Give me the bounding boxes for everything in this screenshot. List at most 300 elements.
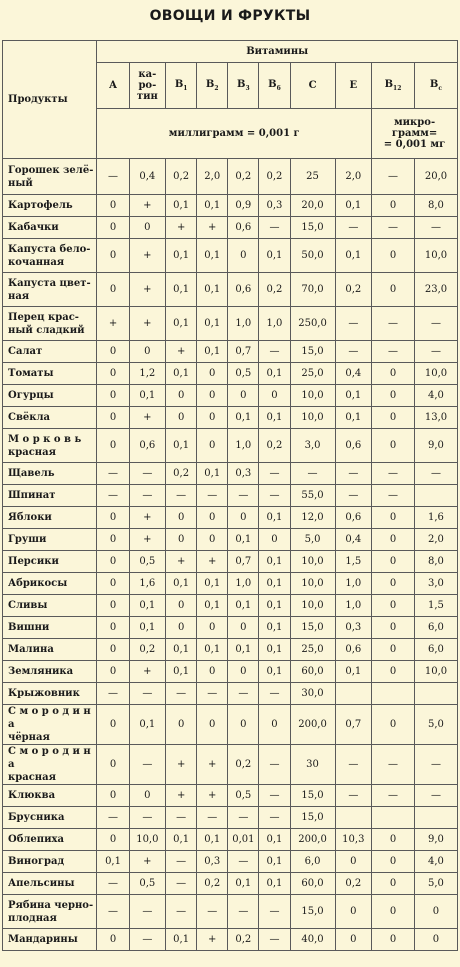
vitamin-value: 0 — [129, 785, 165, 807]
vitamin-value: 0,1 — [228, 529, 259, 551]
vitamin-value: + — [166, 785, 197, 807]
product-name: Персики — [3, 551, 97, 573]
vitamin-value: — — [129, 683, 165, 705]
column-header: $B_{12}$ — [372, 63, 415, 109]
vitamin-value: 10,0 — [129, 829, 165, 851]
vitamin-value: 0 — [228, 617, 259, 639]
vitamin-value: — — [335, 217, 371, 239]
vitamin-value: 0 — [97, 385, 129, 407]
vitamin-value: 1,0 — [228, 307, 259, 341]
vitamin-value: 0 — [372, 195, 415, 217]
vitamin-value: 6,0 — [290, 851, 335, 873]
table-row — [3, 239, 458, 273]
vitamin-value — [372, 683, 415, 705]
vitamin-value: 0 — [372, 851, 415, 873]
product-name: Шпинат — [3, 485, 97, 507]
vitamin-value: 0 — [166, 529, 197, 551]
table-row — [3, 617, 458, 639]
product-name: Облепиха — [3, 829, 97, 851]
vitamin-value: 1,0 — [259, 307, 290, 341]
vitamin-value: 0 — [228, 239, 259, 273]
vitamin-value: 0,2 — [259, 159, 290, 195]
vitamin-value: 0 — [372, 705, 415, 745]
vitamin-value: 6,0 — [414, 617, 457, 639]
table-row — [3, 785, 458, 807]
vitamin-value: 0,1 — [166, 429, 197, 463]
vitamin-value: 0 — [228, 507, 259, 529]
vitamin-value: 0,01 — [228, 829, 259, 851]
vitamin-value: 10,0 — [290, 551, 335, 573]
vitamin-value: 1,2 — [129, 363, 165, 385]
vitamin-value: 0,7 — [228, 551, 259, 573]
product-name: Груши — [3, 529, 97, 551]
vitamin-value: 0 — [97, 239, 129, 273]
vitamin-value: — — [259, 745, 290, 785]
vitamin-value: — — [259, 807, 290, 829]
vitamin-value: 0 — [129, 341, 165, 363]
vitamin-value: 0 — [97, 595, 129, 617]
vitamin-value: 0,6 — [335, 507, 371, 529]
vitamin-value: 1,0 — [228, 573, 259, 595]
vitamin-value: 0 — [228, 705, 259, 745]
vitamin-value: 0,1 — [166, 929, 197, 951]
product-name: Томаты — [3, 363, 97, 385]
product-name: Абрикосы — [3, 573, 97, 595]
vitamin-value: 3,0 — [414, 573, 457, 595]
vitamin-value: 0,1 — [197, 595, 228, 617]
vitamin-value: 0 — [97, 705, 129, 745]
vitamin-value: — — [129, 895, 165, 929]
vitamin-value: — — [259, 463, 290, 485]
vitamin-value: 0,1 — [259, 595, 290, 617]
vitamin-value: — — [129, 929, 165, 951]
vitamin-value: 1,0 — [228, 429, 259, 463]
table-row — [3, 195, 458, 217]
table-row — [3, 829, 458, 851]
vitamin-value: + — [129, 273, 165, 307]
vitamin-value: 0,1 — [259, 873, 290, 895]
vitamin-value: 0 — [97, 273, 129, 307]
vitamin-value: — — [129, 745, 165, 785]
vitamin-value: 15,0 — [290, 895, 335, 929]
vitamin-value: 0,6 — [129, 429, 165, 463]
vitamin-value: + — [129, 407, 165, 429]
vitamin-value: — — [197, 683, 228, 705]
vitamin-value: — — [259, 341, 290, 363]
vitamin-value: 0,1 — [335, 385, 371, 407]
vitamin-value: 0 — [97, 617, 129, 639]
vitamin-value: 0,4 — [129, 159, 165, 195]
vitamin-value: 0 — [97, 529, 129, 551]
vitamin-value: 0,9 — [228, 195, 259, 217]
vitamin-value: — — [166, 895, 197, 929]
vitamin-value: 0,5 — [228, 785, 259, 807]
vitamin-value — [414, 485, 457, 507]
vitamin-value: — — [290, 463, 335, 485]
vitamin-value: 10,0 — [414, 661, 457, 683]
vitamin-value: 0 — [97, 341, 129, 363]
vitamin-value: — — [259, 217, 290, 239]
vitamin-value: 10,0 — [290, 385, 335, 407]
vitamin-value: 8,0 — [414, 551, 457, 573]
vitamin-value: 0,6 — [335, 429, 371, 463]
vitamin-value: 1,5 — [414, 595, 457, 617]
vitamin-value: + — [129, 507, 165, 529]
vitamin-value: 0,1 — [259, 661, 290, 683]
vitamin-value: — — [97, 895, 129, 929]
vitamin-value: 30 — [290, 745, 335, 785]
product-name: Брусника — [3, 807, 97, 829]
vitamin-value: 0,1 — [259, 617, 290, 639]
product-name: Виноград — [3, 851, 97, 873]
vitamin-value: 0 — [97, 195, 129, 217]
table-row — [3, 363, 458, 385]
vitamin-value: 0,1 — [129, 385, 165, 407]
vitamin-value: 0 — [372, 929, 415, 951]
vitamin-value: 0,1 — [166, 363, 197, 385]
column-header: A — [97, 63, 129, 109]
vitamin-value: 0,2 — [166, 159, 197, 195]
vitamin-value: 0 — [129, 217, 165, 239]
vitamin-value: 250,0 — [290, 307, 335, 341]
table-row — [3, 851, 458, 873]
table-row — [3, 485, 458, 507]
vitamin-value: 0,2 — [259, 429, 290, 463]
vitamin-value: — — [372, 745, 415, 785]
vitamin-value: 0,3 — [228, 463, 259, 485]
product-name: Перец крас- ный сладкий — [3, 307, 97, 341]
vitamin-value — [414, 683, 457, 705]
vitamin-value: — — [414, 217, 457, 239]
product-name: Свёкла — [3, 407, 97, 429]
vitamin-value: 0,1 — [166, 661, 197, 683]
vitamin-value: 0,2 — [335, 873, 371, 895]
column-header: ка- ро- тин — [129, 63, 165, 109]
product-name: Вишни — [3, 617, 97, 639]
vitamin-value: — — [372, 307, 415, 341]
vitamin-value: 0 — [372, 507, 415, 529]
table-row — [3, 639, 458, 661]
vitamin-value: + — [129, 661, 165, 683]
vitamin-value: 0,2 — [259, 273, 290, 307]
vitamin-value: 55,0 — [290, 485, 335, 507]
product-name: Салат — [3, 341, 97, 363]
vitamin-value: — — [372, 485, 415, 507]
vitamin-value: + — [197, 745, 228, 785]
vitamin-value: + — [129, 851, 165, 873]
vitamin-value: 4,0 — [414, 851, 457, 873]
vitamin-value: 0 — [97, 639, 129, 661]
vitamin-value: 0 — [97, 217, 129, 239]
vitamin-value: 40,0 — [290, 929, 335, 951]
vitamin-value: 0 — [166, 507, 197, 529]
table-row — [3, 705, 458, 745]
vitamin-value: 25 — [290, 159, 335, 195]
vitamin-value: 1,6 — [129, 573, 165, 595]
vitamin-value: 0 — [414, 895, 457, 929]
products-header: Продукты — [3, 41, 97, 159]
vitamin-value: 0 — [97, 745, 129, 785]
vitamin-value: — — [197, 807, 228, 829]
table-row — [3, 273, 458, 307]
table-row — [3, 551, 458, 573]
vitamin-value: 0,1 — [166, 573, 197, 595]
vitamin-value: 0,5 — [228, 363, 259, 385]
vitamin-value: 0,2 — [228, 745, 259, 785]
vitamin-value: 200,0 — [290, 829, 335, 851]
vitamin-value: + — [197, 551, 228, 573]
vitamin-value: + — [166, 341, 197, 363]
vitamin-value: 0,1 — [129, 617, 165, 639]
vitamin-value: 60,0 — [290, 873, 335, 895]
vitamin-table — [2, 40, 458, 951]
vitamin-value: + — [166, 217, 197, 239]
vitamin-value: 10,0 — [414, 239, 457, 273]
vitamin-value: 12,0 — [290, 507, 335, 529]
vitamin-value: 70,0 — [290, 273, 335, 307]
vitamin-value: 0,1 — [197, 829, 228, 851]
vitamin-value: 15,0 — [290, 217, 335, 239]
vitamin-value: 13,0 — [414, 407, 457, 429]
vitamin-value: 0 — [372, 661, 415, 683]
vitamin-value: 0 — [166, 705, 197, 745]
vitamin-value: 0 — [335, 929, 371, 951]
table-row — [3, 573, 458, 595]
product-name: С м о р о д и н а чёрная — [3, 705, 97, 745]
vitamin-value: 0,1 — [197, 273, 228, 307]
product-name: С м о р о д и н а красная — [3, 745, 97, 785]
vitamin-value: 6,0 — [414, 639, 457, 661]
table-row — [3, 385, 458, 407]
vitamin-value: 0,5 — [129, 873, 165, 895]
product-name: Сливы — [3, 595, 97, 617]
vitamin-value: — — [372, 463, 415, 485]
vitamin-value: 0 — [97, 829, 129, 851]
vitamin-value: 0,1 — [259, 363, 290, 385]
product-name: Рябина черно- плодная — [3, 895, 97, 929]
vitamin-value: + — [197, 217, 228, 239]
table-row — [3, 929, 458, 951]
vitamin-value: 0,1 — [97, 851, 129, 873]
product-name: Крыжовник — [3, 683, 97, 705]
vitamin-value: + — [129, 529, 165, 551]
table-row — [3, 307, 458, 341]
vitamin-value: 0,2 — [228, 929, 259, 951]
vitamin-value: 10,0 — [290, 407, 335, 429]
vitamin-value: 0,1 — [259, 573, 290, 595]
vitamin-value: 0,6 — [335, 639, 371, 661]
vitamin-value: — — [259, 929, 290, 951]
vitamin-value: 0 — [197, 363, 228, 385]
vitamin-value: 0 — [166, 617, 197, 639]
vitamin-value: — — [414, 785, 457, 807]
table-row — [3, 661, 458, 683]
column-header: $B_6$ — [259, 63, 290, 109]
vitamin-value: — — [335, 745, 371, 785]
vitamin-value: — — [97, 683, 129, 705]
vitamin-value: 0 — [197, 507, 228, 529]
product-name: М о р к о в ь красная — [3, 429, 97, 463]
vitamin-value: 0 — [372, 873, 415, 895]
vitamin-value: + — [197, 785, 228, 807]
vitamin-value: — — [97, 463, 129, 485]
vitamin-value: — — [228, 683, 259, 705]
vitamin-value: 0 — [97, 661, 129, 683]
vitamin-value — [414, 807, 457, 829]
column-header: $B_3$ — [228, 63, 259, 109]
vitamin-value: — — [259, 485, 290, 507]
vitamin-value: 0,1 — [197, 573, 228, 595]
vitamin-value: — — [414, 341, 457, 363]
vitamin-value: 2,0 — [197, 159, 228, 195]
vitamin-value: + — [129, 307, 165, 341]
vitamin-value: 0,4 — [335, 529, 371, 551]
vitamin-value: 0,1 — [335, 239, 371, 273]
vitamin-value: 0,1 — [197, 463, 228, 485]
vitamin-value: — — [335, 485, 371, 507]
vitamin-value: 0,1 — [197, 639, 228, 661]
vitamin-value: 0 — [97, 551, 129, 573]
vitamin-value: — — [372, 785, 415, 807]
vitamin-value: — — [166, 485, 197, 507]
vitamin-value: — — [414, 745, 457, 785]
vitamin-value: — — [335, 463, 371, 485]
vitamin-value — [335, 807, 371, 829]
product-name: Малина — [3, 639, 97, 661]
vitamin-value: 0,6 — [228, 273, 259, 307]
vitamin-value: 0 — [97, 507, 129, 529]
vitamin-value: 0 — [372, 573, 415, 595]
vitamin-value: 0 — [197, 407, 228, 429]
vitamin-value: 0,1 — [259, 507, 290, 529]
vitamin-value: 10,0 — [290, 595, 335, 617]
vitamin-value: — — [228, 485, 259, 507]
vitamin-value: 0 — [228, 385, 259, 407]
product-name: Апельсины — [3, 873, 97, 895]
vitamin-value: 0,1 — [166, 195, 197, 217]
vitamin-value: 2,0 — [335, 159, 371, 195]
vitamin-value: 0,1 — [259, 851, 290, 873]
table-row — [3, 683, 458, 705]
vitamin-value: 20,0 — [290, 195, 335, 217]
vitamin-value: 0,2 — [197, 873, 228, 895]
vitamin-value: — — [166, 873, 197, 895]
table-row — [3, 217, 458, 239]
vitamin-value: 0,1 — [259, 239, 290, 273]
vitamin-value: 0 — [372, 363, 415, 385]
vitamin-value: 4,0 — [414, 385, 457, 407]
vitamin-value: — — [372, 217, 415, 239]
vitamin-value: 0,1 — [197, 341, 228, 363]
vitamin-value: — — [335, 341, 371, 363]
vitamin-value: 1,0 — [335, 595, 371, 617]
vitamin-value: 0 — [97, 785, 129, 807]
vitamin-value: 0,1 — [228, 873, 259, 895]
vitamin-value: — — [259, 683, 290, 705]
column-header: C — [290, 63, 335, 109]
vitamin-value: 0,3 — [197, 851, 228, 873]
vitamin-value: — — [97, 159, 129, 195]
vitamin-value: 5,0 — [414, 705, 457, 745]
table-row — [3, 529, 458, 551]
table-row — [3, 507, 458, 529]
vitamin-value: 0 — [259, 529, 290, 551]
vitamin-value: 0,1 — [197, 239, 228, 273]
product-name: Земляника — [3, 661, 97, 683]
vitamin-value: — — [197, 485, 228, 507]
vitamin-value: 0,3 — [259, 195, 290, 217]
product-name: Кабачки — [3, 217, 97, 239]
vitamin-value: 0 — [372, 829, 415, 851]
vitamin-value: 0 — [197, 529, 228, 551]
vitamin-value: 0 — [228, 661, 259, 683]
vitamin-value: — — [259, 895, 290, 929]
vitamin-value: 0 — [97, 929, 129, 951]
vitamin-value: 0 — [372, 429, 415, 463]
vitamin-value: 0,1 — [197, 307, 228, 341]
vitamin-value: 0,2 — [129, 639, 165, 661]
table-row — [3, 341, 458, 363]
vitamin-value: 0 — [97, 573, 129, 595]
product-name: Мандарины — [3, 929, 97, 951]
vitamin-value — [372, 807, 415, 829]
vitamin-value: 5,0 — [414, 873, 457, 895]
unit-mcg-header: микро- грамм= = 0,001 мг — [372, 109, 458, 159]
vitamin-value: — — [335, 307, 371, 341]
vitamin-value: 15,0 — [290, 617, 335, 639]
vitamin-value: — — [129, 807, 165, 829]
vitamin-value: — — [97, 485, 129, 507]
table-header — [3, 41, 458, 159]
vitamin-value: 0 — [372, 895, 415, 929]
table-row — [3, 895, 458, 929]
vitamin-value: 0 — [372, 239, 415, 273]
vitamin-value: 200,0 — [290, 705, 335, 745]
product-name: Картофель — [3, 195, 97, 217]
vitamin-value: 0 — [197, 705, 228, 745]
vitamin-value: 0,1 — [166, 239, 197, 273]
vitamin-value: 0 — [335, 895, 371, 929]
vitamin-value: — — [228, 851, 259, 873]
table-row — [3, 807, 458, 829]
vitamin-value: 0 — [197, 617, 228, 639]
vitamin-value: — — [129, 463, 165, 485]
vitamin-value: — — [372, 341, 415, 363]
vitamin-value: + — [97, 307, 129, 341]
vitamin-value: 9,0 — [414, 829, 457, 851]
vitamin-value: 15,0 — [290, 785, 335, 807]
vitamin-value: — — [228, 807, 259, 829]
vitamin-value: 20,0 — [414, 159, 457, 195]
vitamin-value: 0 — [259, 705, 290, 745]
vitamin-value: 0 — [197, 661, 228, 683]
vitamin-value: 10,0 — [414, 363, 457, 385]
vitamin-value: 5,0 — [290, 529, 335, 551]
vitamin-value: 0 — [166, 385, 197, 407]
table-row — [3, 745, 458, 785]
vitamin-value: 0 — [166, 595, 197, 617]
vitamin-value: — — [414, 307, 457, 341]
vitamin-value: 0 — [414, 929, 457, 951]
vitamin-value — [335, 683, 371, 705]
unit-mg-header: миллиграмм = 0,001 г — [97, 109, 372, 159]
vitamin-value: 9,0 — [414, 429, 457, 463]
vitamin-value: 0 — [372, 529, 415, 551]
vitamin-value: + — [129, 195, 165, 217]
vitamin-value: 1,0 — [335, 573, 371, 595]
vitamin-value: 0 — [166, 407, 197, 429]
product-name: Щавель — [3, 463, 97, 485]
